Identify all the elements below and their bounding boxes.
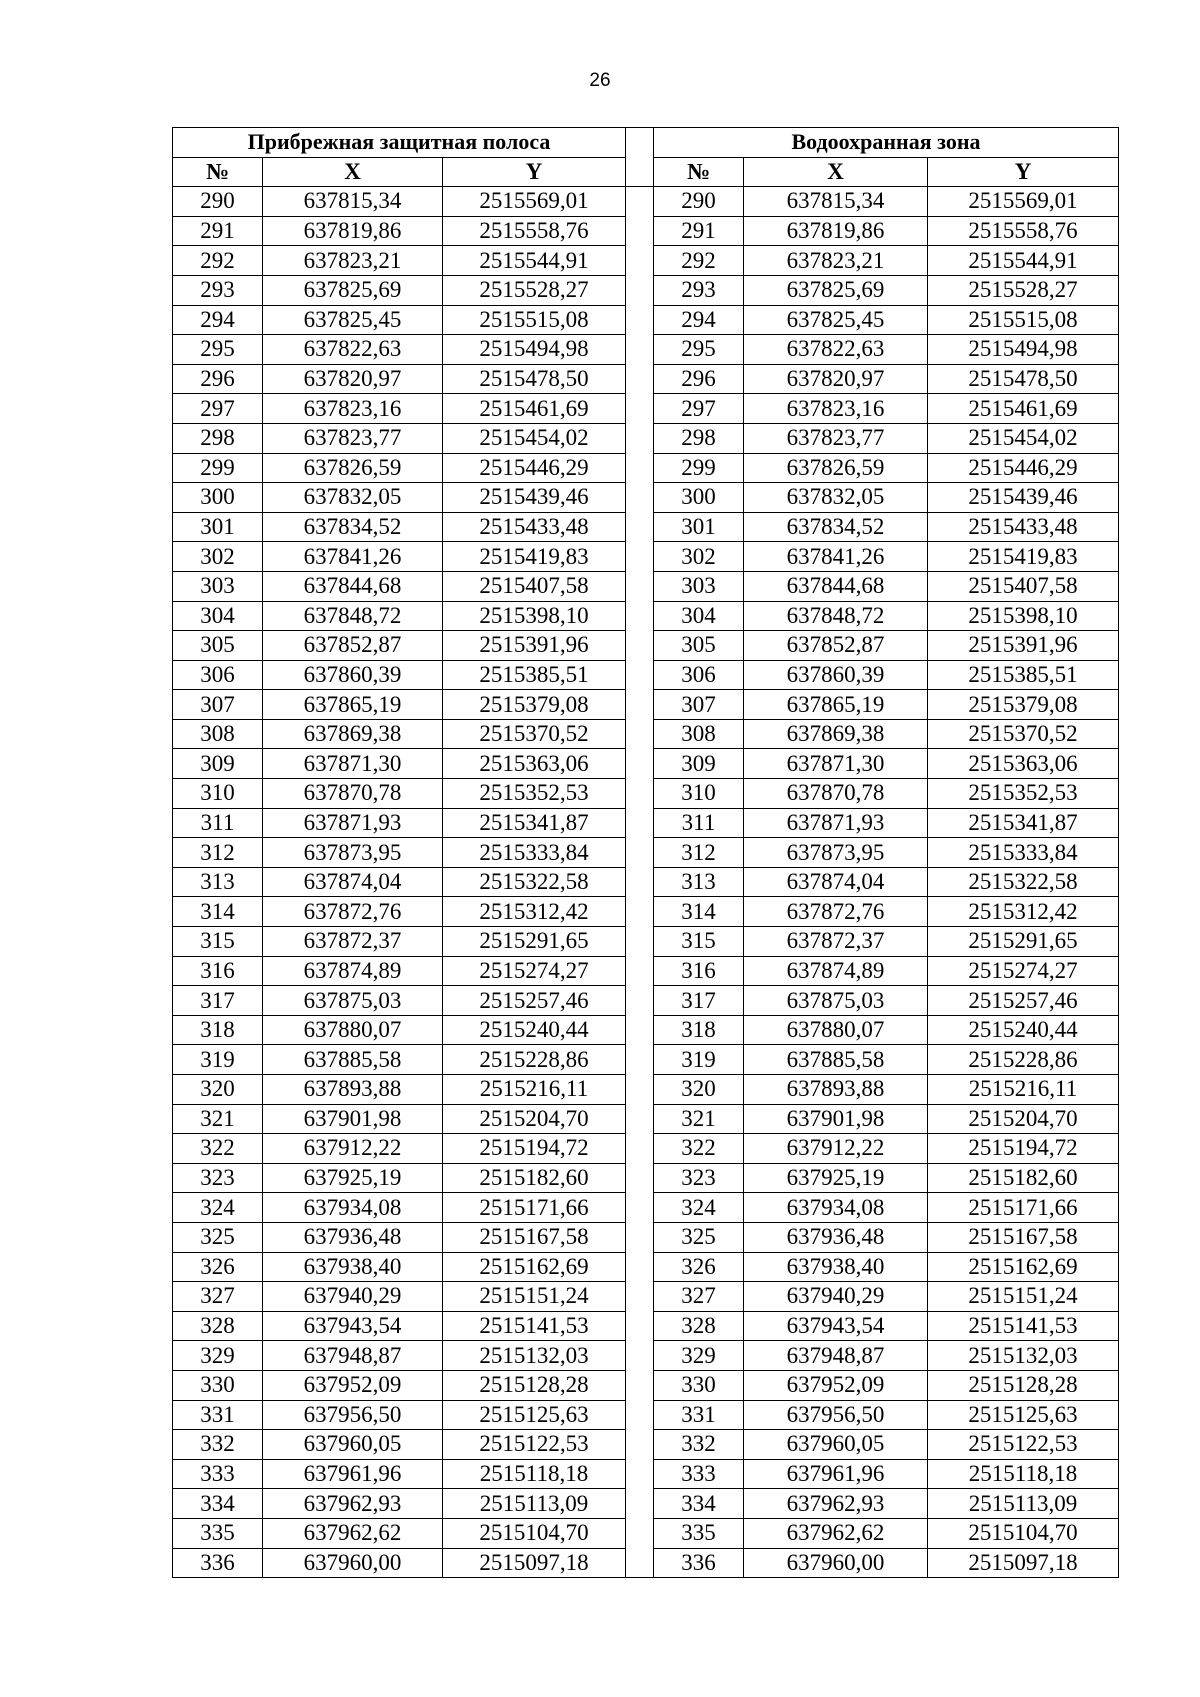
table-gap-cell xyxy=(626,187,654,1578)
left-x-value: 637860,39 xyxy=(263,660,443,690)
left-point-number: 290 xyxy=(173,187,263,217)
right-y-value: 2515494,98 xyxy=(928,335,1119,365)
right-x-value: 637820,97 xyxy=(744,364,928,394)
left-x-value: 637934,08 xyxy=(263,1193,443,1223)
right-column-number-header: № xyxy=(654,157,744,187)
right-point-number: 326 xyxy=(654,1252,744,1282)
right-point-number: 315 xyxy=(654,927,744,957)
right-y-value: 2515528,27 xyxy=(928,275,1119,305)
right-y-value: 2515446,29 xyxy=(928,453,1119,483)
left-x-value: 637834,52 xyxy=(263,512,443,542)
left-point-number: 329 xyxy=(173,1341,263,1371)
right-point-number: 291 xyxy=(654,216,744,246)
left-x-value: 637938,40 xyxy=(263,1252,443,1282)
left-y-value: 2515118,18 xyxy=(443,1459,626,1489)
left-point-number: 331 xyxy=(173,1400,263,1430)
right-point-number: 324 xyxy=(654,1193,744,1223)
left-point-number: 314 xyxy=(173,897,263,927)
left-x-value: 637822,63 xyxy=(263,335,443,365)
right-y-value: 2515274,27 xyxy=(928,956,1119,986)
right-point-number: 323 xyxy=(654,1163,744,1193)
right-x-value: 637841,26 xyxy=(744,542,928,572)
left-y-value: 2515433,48 xyxy=(443,512,626,542)
right-point-number: 296 xyxy=(654,364,744,394)
left-y-value: 2515528,27 xyxy=(443,275,626,305)
right-y-value: 2515171,66 xyxy=(928,1193,1119,1223)
left-x-value: 637871,30 xyxy=(263,749,443,779)
left-point-number: 308 xyxy=(173,719,263,749)
left-point-number: 291 xyxy=(173,216,263,246)
left-y-value: 2515141,53 xyxy=(443,1311,626,1341)
left-y-value: 2515182,60 xyxy=(443,1163,626,1193)
right-x-value: 637871,93 xyxy=(744,808,928,838)
right-y-value: 2515125,63 xyxy=(928,1400,1119,1430)
left-point-number: 307 xyxy=(173,690,263,720)
right-y-value: 2515569,01 xyxy=(928,187,1119,217)
right-y-value: 2515204,70 xyxy=(928,1104,1119,1134)
left-y-value: 2515122,53 xyxy=(443,1430,626,1460)
right-y-value: 2515141,53 xyxy=(928,1311,1119,1341)
right-point-number: 294 xyxy=(654,305,744,335)
left-x-value: 637940,29 xyxy=(263,1282,443,1312)
right-point-number: 313 xyxy=(654,867,744,897)
left-y-value: 2515194,72 xyxy=(443,1134,626,1164)
right-x-value: 637938,40 xyxy=(744,1252,928,1282)
right-point-number: 303 xyxy=(654,571,744,601)
right-point-number: 314 xyxy=(654,897,744,927)
left-x-value: 637874,89 xyxy=(263,956,443,986)
right-point-number: 322 xyxy=(654,1134,744,1164)
left-x-value: 637912,22 xyxy=(263,1134,443,1164)
left-y-value: 2515407,58 xyxy=(443,571,626,601)
right-y-value: 2515391,96 xyxy=(928,631,1119,661)
right-point-number: 306 xyxy=(654,660,744,690)
right-y-value: 2515558,76 xyxy=(928,216,1119,246)
left-y-value: 2515385,51 xyxy=(443,660,626,690)
right-y-value: 2515363,06 xyxy=(928,749,1119,779)
right-x-value: 637880,07 xyxy=(744,1015,928,1045)
left-point-number: 322 xyxy=(173,1134,263,1164)
right-point-number: 304 xyxy=(654,601,744,631)
left-section-title: Прибрежная защитная полоса xyxy=(173,128,626,158)
left-y-value: 2515515,08 xyxy=(443,305,626,335)
left-y-value: 2515151,24 xyxy=(443,1282,626,1312)
left-y-value: 2515333,84 xyxy=(443,838,626,868)
left-y-value: 2515171,66 xyxy=(443,1193,626,1223)
right-x-value: 637834,52 xyxy=(744,512,928,542)
right-point-number: 325 xyxy=(654,1222,744,1252)
left-x-value: 637823,21 xyxy=(263,246,443,276)
right-y-value: 2515370,52 xyxy=(928,719,1119,749)
right-y-value: 2515407,58 xyxy=(928,571,1119,601)
right-point-number: 331 xyxy=(654,1400,744,1430)
left-point-number: 320 xyxy=(173,1075,263,1105)
left-point-number: 325 xyxy=(173,1222,263,1252)
left-point-number: 323 xyxy=(173,1163,263,1193)
right-point-number: 305 xyxy=(654,631,744,661)
right-y-value: 2515379,08 xyxy=(928,690,1119,720)
left-x-value: 637844,68 xyxy=(263,571,443,601)
left-y-value: 2515274,27 xyxy=(443,956,626,986)
right-y-value: 2515257,46 xyxy=(928,986,1119,1016)
right-y-value: 2515461,69 xyxy=(928,394,1119,424)
right-point-number: 295 xyxy=(654,335,744,365)
right-x-value: 637956,50 xyxy=(744,1400,928,1430)
left-y-value: 2515125,63 xyxy=(443,1400,626,1430)
left-x-value: 637819,86 xyxy=(263,216,443,246)
left-y-value: 2515113,09 xyxy=(443,1489,626,1519)
left-x-value: 637960,05 xyxy=(263,1430,443,1460)
left-y-value: 2515097,18 xyxy=(443,1548,626,1578)
right-x-value: 637901,98 xyxy=(744,1104,928,1134)
right-x-value: 637871,30 xyxy=(744,749,928,779)
left-point-number: 318 xyxy=(173,1015,263,1045)
right-point-number: 301 xyxy=(654,512,744,542)
right-y-value: 2515182,60 xyxy=(928,1163,1119,1193)
left-y-value: 2515257,46 xyxy=(443,986,626,1016)
left-y-value: 2515363,06 xyxy=(443,749,626,779)
left-x-value: 637962,93 xyxy=(263,1489,443,1519)
right-x-value: 637819,86 xyxy=(744,216,928,246)
right-x-value: 637936,48 xyxy=(744,1222,928,1252)
right-point-number: 319 xyxy=(654,1045,744,1075)
right-section-title: Водоохранная зона xyxy=(654,128,1119,158)
right-point-number: 317 xyxy=(654,986,744,1016)
right-x-value: 637885,58 xyxy=(744,1045,928,1075)
left-y-value: 2515204,70 xyxy=(443,1104,626,1134)
left-point-number: 299 xyxy=(173,453,263,483)
left-x-value: 637825,45 xyxy=(263,305,443,335)
left-point-number: 305 xyxy=(173,631,263,661)
left-x-value: 637871,93 xyxy=(263,808,443,838)
left-y-value: 2515352,53 xyxy=(443,779,626,809)
left-x-value: 637873,95 xyxy=(263,838,443,868)
left-point-number: 328 xyxy=(173,1311,263,1341)
left-y-value: 2515341,87 xyxy=(443,808,626,838)
right-x-value: 637962,93 xyxy=(744,1489,928,1519)
left-x-value: 637852,87 xyxy=(263,631,443,661)
left-x-value: 637869,38 xyxy=(263,719,443,749)
right-point-number: 293 xyxy=(654,275,744,305)
right-x-value: 637912,22 xyxy=(744,1134,928,1164)
right-x-value: 637940,29 xyxy=(744,1282,928,1312)
left-y-value: 2515419,83 xyxy=(443,542,626,572)
right-x-value: 637893,88 xyxy=(744,1075,928,1105)
right-y-value: 2515544,91 xyxy=(928,246,1119,276)
left-x-value: 637956,50 xyxy=(263,1400,443,1430)
left-y-value: 2515544,91 xyxy=(443,246,626,276)
right-x-value: 637874,04 xyxy=(744,867,928,897)
left-y-value: 2515398,10 xyxy=(443,601,626,631)
left-x-value: 637925,19 xyxy=(263,1163,443,1193)
right-column-x-header: X xyxy=(744,157,928,187)
left-point-number: 304 xyxy=(173,601,263,631)
left-x-value: 637893,88 xyxy=(263,1075,443,1105)
left-point-number: 334 xyxy=(173,1489,263,1519)
right-point-number: 307 xyxy=(654,690,744,720)
right-y-value: 2515228,86 xyxy=(928,1045,1119,1075)
left-y-value: 2515558,76 xyxy=(443,216,626,246)
right-y-value: 2515132,03 xyxy=(928,1341,1119,1371)
right-y-value: 2515151,24 xyxy=(928,1282,1119,1312)
left-point-number: 312 xyxy=(173,838,263,868)
right-point-number: 318 xyxy=(654,1015,744,1045)
left-column-number-header: № xyxy=(173,157,263,187)
right-y-value: 2515122,53 xyxy=(928,1430,1119,1460)
left-point-number: 298 xyxy=(173,423,263,453)
right-point-number: 321 xyxy=(654,1104,744,1134)
page-number: 26 xyxy=(589,70,611,91)
right-y-value: 2515104,70 xyxy=(928,1518,1119,1548)
left-point-number: 302 xyxy=(173,542,263,572)
right-x-value: 637962,62 xyxy=(744,1518,928,1548)
right-x-value: 637952,09 xyxy=(744,1370,928,1400)
left-x-value: 637865,19 xyxy=(263,690,443,720)
right-x-value: 637823,21 xyxy=(744,246,928,276)
left-point-number: 327 xyxy=(173,1282,263,1312)
left-x-value: 637936,48 xyxy=(263,1222,443,1252)
left-y-value: 2515391,96 xyxy=(443,631,626,661)
right-x-value: 637822,63 xyxy=(744,335,928,365)
right-y-value: 2515454,02 xyxy=(928,423,1119,453)
right-point-number: 316 xyxy=(654,956,744,986)
right-point-number: 290 xyxy=(654,187,744,217)
right-point-number: 302 xyxy=(654,542,744,572)
left-x-value: 637885,58 xyxy=(263,1045,443,1075)
right-x-value: 637948,87 xyxy=(744,1341,928,1371)
right-column-y-header: Y xyxy=(928,157,1119,187)
right-point-number: 332 xyxy=(654,1430,744,1460)
left-y-value: 2515291,65 xyxy=(443,927,626,957)
left-point-number: 332 xyxy=(173,1430,263,1460)
left-y-value: 2515461,69 xyxy=(443,394,626,424)
right-x-value: 637825,45 xyxy=(744,305,928,335)
left-point-number: 311 xyxy=(173,808,263,838)
right-point-number: 330 xyxy=(654,1370,744,1400)
left-point-number: 295 xyxy=(173,335,263,365)
right-x-value: 637934,08 xyxy=(744,1193,928,1223)
right-x-value: 637869,38 xyxy=(744,719,928,749)
right-y-value: 2515118,18 xyxy=(928,1459,1119,1489)
left-point-number: 297 xyxy=(173,394,263,424)
left-y-value: 2515569,01 xyxy=(443,187,626,217)
left-y-value: 2515478,50 xyxy=(443,364,626,394)
left-y-value: 2515104,70 xyxy=(443,1518,626,1548)
right-x-value: 637815,34 xyxy=(744,187,928,217)
left-y-value: 2515312,42 xyxy=(443,897,626,927)
left-point-number: 319 xyxy=(173,1045,263,1075)
left-y-value: 2515446,29 xyxy=(443,453,626,483)
right-y-value: 2515515,08 xyxy=(928,305,1119,335)
left-x-value: 637872,76 xyxy=(263,897,443,927)
right-y-value: 2515194,72 xyxy=(928,1134,1119,1164)
left-point-number: 303 xyxy=(173,571,263,601)
right-y-value: 2515216,11 xyxy=(928,1075,1119,1105)
right-point-number: 292 xyxy=(654,246,744,276)
left-x-value: 637826,59 xyxy=(263,453,443,483)
right-x-value: 637943,54 xyxy=(744,1311,928,1341)
left-y-value: 2515132,03 xyxy=(443,1341,626,1371)
left-point-number: 316 xyxy=(173,956,263,986)
left-x-value: 637820,97 xyxy=(263,364,443,394)
left-y-value: 2515439,46 xyxy=(443,483,626,513)
left-y-value: 2515128,28 xyxy=(443,1370,626,1400)
right-y-value: 2515333,84 xyxy=(928,838,1119,868)
left-point-number: 326 xyxy=(173,1252,263,1282)
left-y-value: 2515167,58 xyxy=(443,1222,626,1252)
right-point-number: 327 xyxy=(654,1282,744,1312)
right-x-value: 637925,19 xyxy=(744,1163,928,1193)
right-x-value: 637960,05 xyxy=(744,1430,928,1460)
right-point-number: 328 xyxy=(654,1311,744,1341)
left-point-number: 294 xyxy=(173,305,263,335)
right-y-value: 2515419,83 xyxy=(928,542,1119,572)
right-x-value: 637875,03 xyxy=(744,986,928,1016)
right-point-number: 298 xyxy=(654,423,744,453)
left-point-number: 333 xyxy=(173,1459,263,1489)
left-y-value: 2515162,69 xyxy=(443,1252,626,1282)
right-y-value: 2515097,18 xyxy=(928,1548,1119,1578)
left-x-value: 637901,98 xyxy=(263,1104,443,1134)
right-point-number: 333 xyxy=(654,1459,744,1489)
coordinates-table-body xyxy=(173,187,1119,1578)
left-y-value: 2515454,02 xyxy=(443,423,626,453)
right-y-value: 2515478,50 xyxy=(928,364,1119,394)
right-x-value: 637873,95 xyxy=(744,838,928,868)
left-y-value: 2515216,11 xyxy=(443,1075,626,1105)
left-point-number: 310 xyxy=(173,779,263,809)
left-x-value: 637962,62 xyxy=(263,1518,443,1548)
left-point-number: 301 xyxy=(173,512,263,542)
left-y-value: 2515370,52 xyxy=(443,719,626,749)
left-point-number: 324 xyxy=(173,1193,263,1223)
right-x-value: 637870,78 xyxy=(744,779,928,809)
left-x-value: 637872,37 xyxy=(263,927,443,957)
right-x-value: 637852,87 xyxy=(744,631,928,661)
left-point-number: 292 xyxy=(173,246,263,276)
left-point-number: 293 xyxy=(173,275,263,305)
right-point-number: 299 xyxy=(654,453,744,483)
right-point-number: 329 xyxy=(654,1341,744,1371)
right-y-value: 2515322,58 xyxy=(928,867,1119,897)
right-x-value: 637844,68 xyxy=(744,571,928,601)
left-x-value: 637880,07 xyxy=(263,1015,443,1045)
right-y-value: 2515433,48 xyxy=(928,512,1119,542)
left-x-value: 637825,69 xyxy=(263,275,443,305)
right-x-value: 637860,39 xyxy=(744,660,928,690)
left-x-value: 637870,78 xyxy=(263,779,443,809)
left-x-value: 637823,16 xyxy=(263,394,443,424)
right-y-value: 2515398,10 xyxy=(928,601,1119,631)
right-y-value: 2515312,42 xyxy=(928,897,1119,927)
right-x-value: 637832,05 xyxy=(744,483,928,513)
left-point-number: 321 xyxy=(173,1104,263,1134)
left-point-number: 306 xyxy=(173,660,263,690)
right-x-value: 637872,37 xyxy=(744,927,928,957)
right-x-value: 637823,16 xyxy=(744,394,928,424)
left-x-value: 637948,87 xyxy=(263,1341,443,1371)
right-x-value: 637826,59 xyxy=(744,453,928,483)
left-y-value: 2515322,58 xyxy=(443,867,626,897)
right-x-value: 637848,72 xyxy=(744,601,928,631)
left-point-number: 300 xyxy=(173,483,263,513)
left-y-value: 2515494,98 xyxy=(443,335,626,365)
right-y-value: 2515439,46 xyxy=(928,483,1119,513)
right-x-value: 637874,89 xyxy=(744,956,928,986)
section-header-row xyxy=(173,128,1119,158)
right-y-value: 2515113,09 xyxy=(928,1489,1119,1519)
left-y-value: 2515228,86 xyxy=(443,1045,626,1075)
right-point-number: 336 xyxy=(654,1548,744,1578)
left-x-value: 637875,03 xyxy=(263,986,443,1016)
right-y-value: 2515128,28 xyxy=(928,1370,1119,1400)
left-x-value: 637961,96 xyxy=(263,1459,443,1489)
left-point-number: 313 xyxy=(173,867,263,897)
right-point-number: 312 xyxy=(654,838,744,868)
right-point-number: 320 xyxy=(654,1075,744,1105)
right-point-number: 297 xyxy=(654,394,744,424)
left-point-number: 336 xyxy=(173,1548,263,1578)
right-point-number: 334 xyxy=(654,1489,744,1519)
right-x-value: 637872,76 xyxy=(744,897,928,927)
right-y-value: 2515162,69 xyxy=(928,1252,1119,1282)
left-point-number: 330 xyxy=(173,1370,263,1400)
right-point-number: 309 xyxy=(654,749,744,779)
right-y-value: 2515385,51 xyxy=(928,660,1119,690)
left-point-number: 335 xyxy=(173,1518,263,1548)
right-point-number: 311 xyxy=(654,808,744,838)
right-x-value: 637865,19 xyxy=(744,690,928,720)
left-y-value: 2515379,08 xyxy=(443,690,626,720)
right-y-value: 2515291,65 xyxy=(928,927,1119,957)
table-row xyxy=(173,187,1119,217)
right-y-value: 2515240,44 xyxy=(928,1015,1119,1045)
left-x-value: 637960,00 xyxy=(263,1548,443,1578)
left-point-number: 309 xyxy=(173,749,263,779)
right-x-value: 637823,77 xyxy=(744,423,928,453)
left-x-value: 637841,26 xyxy=(263,542,443,572)
right-x-value: 637825,69 xyxy=(744,275,928,305)
left-x-value: 637815,34 xyxy=(263,187,443,217)
left-x-value: 637943,54 xyxy=(263,1311,443,1341)
table-gap-column xyxy=(626,128,654,187)
right-x-value: 637960,00 xyxy=(744,1548,928,1578)
right-point-number: 308 xyxy=(654,719,744,749)
right-point-number: 310 xyxy=(654,779,744,809)
left-column-y-header: Y xyxy=(443,157,626,187)
right-point-number: 335 xyxy=(654,1518,744,1548)
left-point-number: 317 xyxy=(173,986,263,1016)
left-x-value: 637823,77 xyxy=(263,423,443,453)
right-point-number: 300 xyxy=(654,483,744,513)
left-x-value: 637832,05 xyxy=(263,483,443,513)
right-y-value: 2515167,58 xyxy=(928,1222,1119,1252)
left-point-number: 315 xyxy=(173,927,263,957)
left-x-value: 637952,09 xyxy=(263,1370,443,1400)
coordinates-table xyxy=(172,127,1119,1578)
left-y-value: 2515240,44 xyxy=(443,1015,626,1045)
right-y-value: 2515341,87 xyxy=(928,808,1119,838)
left-point-number: 296 xyxy=(173,364,263,394)
right-y-value: 2515352,53 xyxy=(928,779,1119,809)
right-x-value: 637961,96 xyxy=(744,1459,928,1489)
left-column-x-header: X xyxy=(263,157,443,187)
left-x-value: 637874,04 xyxy=(263,867,443,897)
left-x-value: 637848,72 xyxy=(263,601,443,631)
